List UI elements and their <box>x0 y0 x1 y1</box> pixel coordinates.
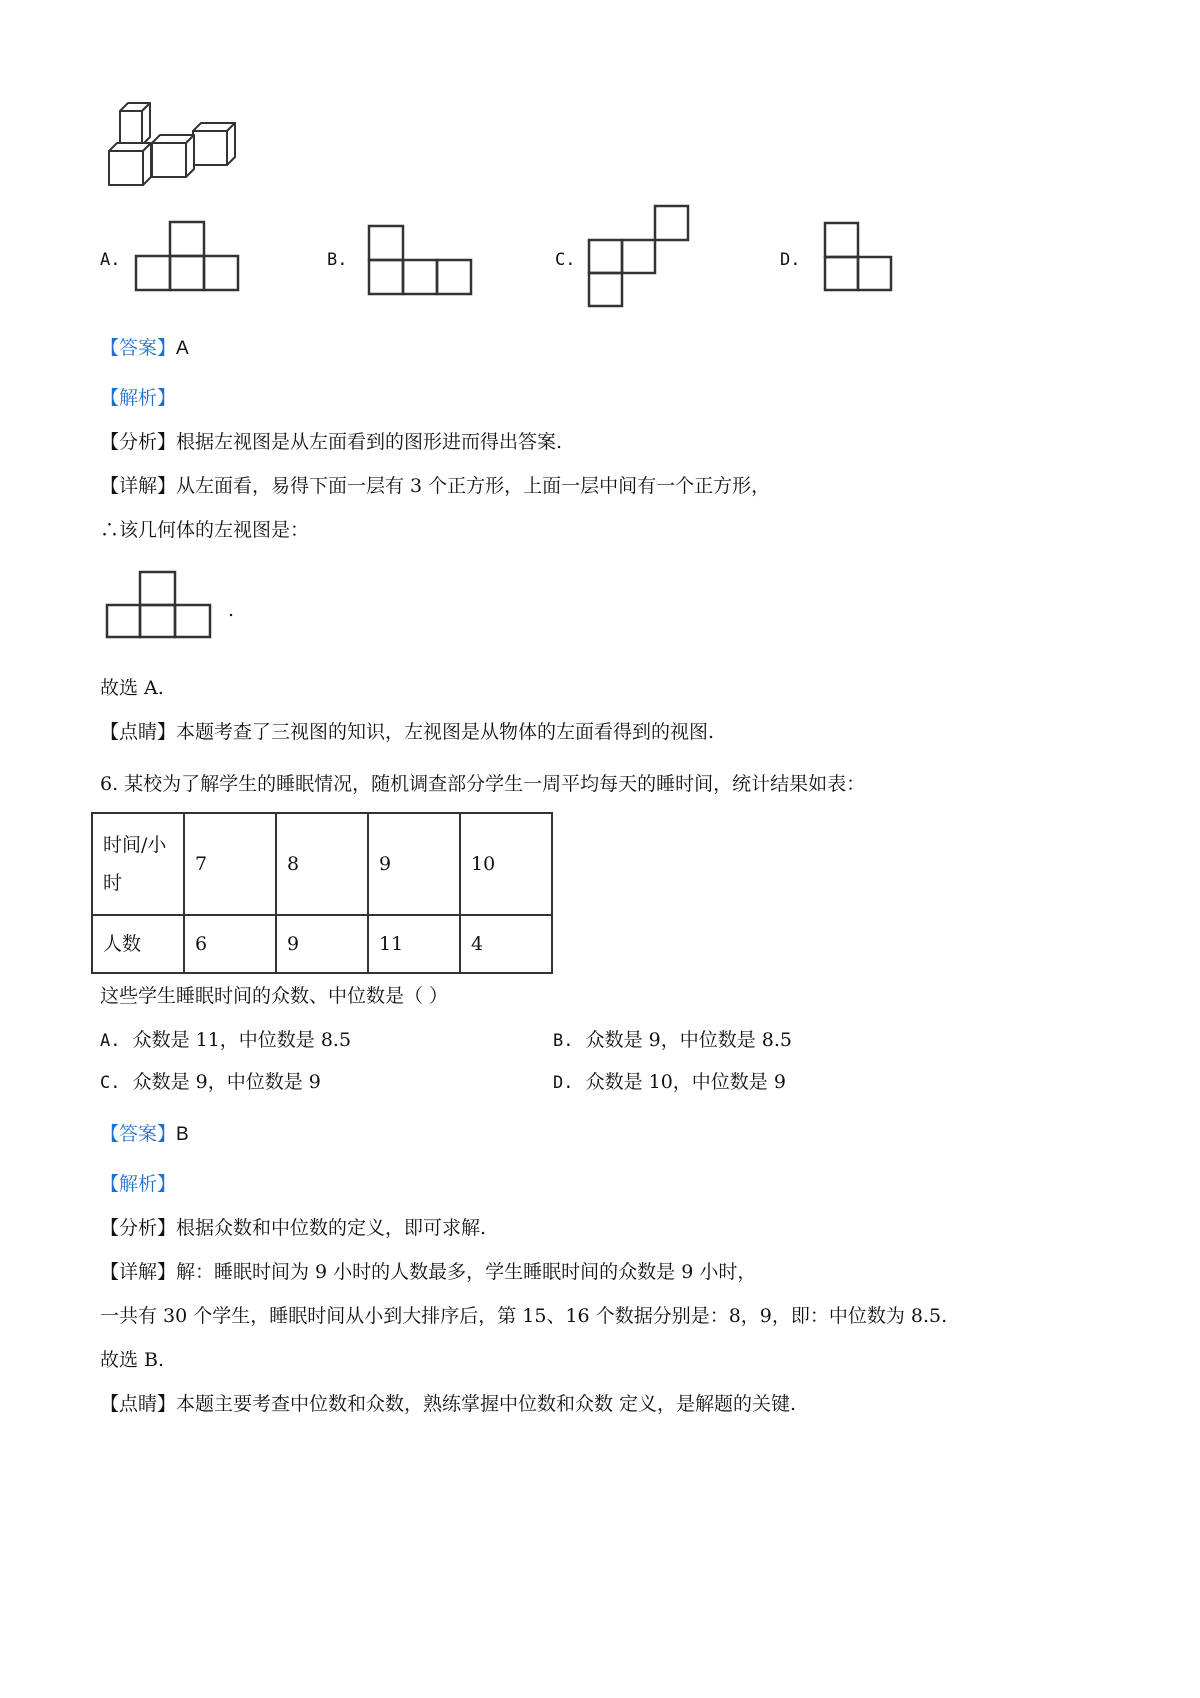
q6-xiangjie: 【详解】解：睡眠时间为 9 小时的人数最多，学生睡眠时间的众数是 9 小时， <box>100 1261 757 1283</box>
sleep-table <box>91 812 553 974</box>
table-header-hours-line2: 时 <box>103 872 123 894</box>
q6-stem: 6. 某校为了解学生的睡眠情况，随机调查部分学生一周平均每天的睡时间，统计结果如表： <box>100 773 866 795</box>
option-b-figure <box>368 224 473 296</box>
q6-xiangjie-line2: 一共有 30 个学生，睡眠时间从小到大排序后，第 15、16 个数据分别是：8，9，即：中位数为 8.5. <box>100 1305 948 1327</box>
table-row-counts <box>92 915 552 973</box>
option-d-letter: D. <box>780 250 801 270</box>
table-row-hours <box>92 813 552 915</box>
q6-option-d-letter: D. <box>553 1073 574 1093</box>
q6-answer-label: 【答案】 <box>100 1123 177 1145</box>
q6-fenxi: 【分析】根据众数和中位数的定义，即可求解. <box>100 1217 487 1239</box>
table-cell: 9 <box>368 813 460 915</box>
q6-option-b-letter: B. <box>553 1031 574 1051</box>
q5-answer-label: 【答案】 <box>100 337 177 359</box>
option-c-letter: C. <box>555 250 576 270</box>
table-cell: 7 <box>184 813 276 915</box>
q6-choose: 故选 B. <box>100 1349 165 1371</box>
q5-answer <box>100 336 189 361</box>
left-view-figure <box>105 570 213 640</box>
q5-analysis-label: 【解析】 <box>100 387 177 409</box>
q6-answer <box>100 1122 189 1147</box>
q6-question: 这些学生睡眠时间的众数、中位数是（ ） <box>100 985 449 1007</box>
table-cell: 6 <box>184 915 276 973</box>
table-cell: 9 <box>276 915 368 973</box>
table-cell: 11 <box>368 915 460 973</box>
q6-option-a-letter: A. <box>100 1031 121 1051</box>
q6-option-a-text: 众数是 11，中位数是 8.5 <box>132 1029 352 1051</box>
table-header-count: 人数 <box>92 915 184 973</box>
q6-option-b <box>553 1028 792 1053</box>
table-cell: 8 <box>276 813 368 915</box>
q6-option-c-text: 众数是 9，中位数是 9 <box>132 1071 321 1093</box>
q6-option-a <box>100 1028 351 1053</box>
option-c-figure <box>587 204 692 309</box>
q6-analysis-label: 【解析】 <box>100 1173 177 1195</box>
left-view-period: . <box>228 599 235 621</box>
q6-dianjing: 【点睛】本题主要考查中位数和众数，熟练掌握中位数和众数 定义，是解题的关键. <box>100 1393 797 1415</box>
q5-fenxi: 【分析】根据左视图是从左面看到的图形进而得出答案. <box>100 431 563 453</box>
q6-option-d <box>553 1070 786 1095</box>
option-b-letter: B. <box>327 250 348 270</box>
option-a-letter: A. <box>100 250 121 270</box>
q6-option-c-letter: C. <box>100 1073 121 1093</box>
q6-option-b-text: 众数是 9，中位数是 8.5 <box>585 1029 792 1051</box>
q5-answer-value: A <box>176 338 189 359</box>
q5-xiangjie: 【详解】从左面看，易得下面一层有 3 个正方形，上面一层中间有一个正方形， <box>100 475 771 497</box>
q6-option-d-text: 众数是 10，中位数是 9 <box>585 1071 786 1093</box>
solid-figure-cubes <box>100 95 250 195</box>
table-header-hours-line1: 时间/小 <box>103 834 167 856</box>
q6-answer-value: B <box>176 1124 189 1145</box>
q5-dianjing: 【点睛】本题考查了三视图的知识，左视图是从物体的左面看得到的视图. <box>100 721 715 743</box>
q5-therefore: ∴该几何体的左视图是： <box>100 519 310 541</box>
option-a-figure <box>135 220 240 292</box>
table-cell: 10 <box>460 813 552 915</box>
q5-choose: 故选 A. <box>100 677 164 699</box>
table-cell: 4 <box>460 915 552 973</box>
q6-option-c <box>100 1070 321 1095</box>
option-d-figure <box>823 221 895 293</box>
table-header-hours <box>92 813 184 915</box>
